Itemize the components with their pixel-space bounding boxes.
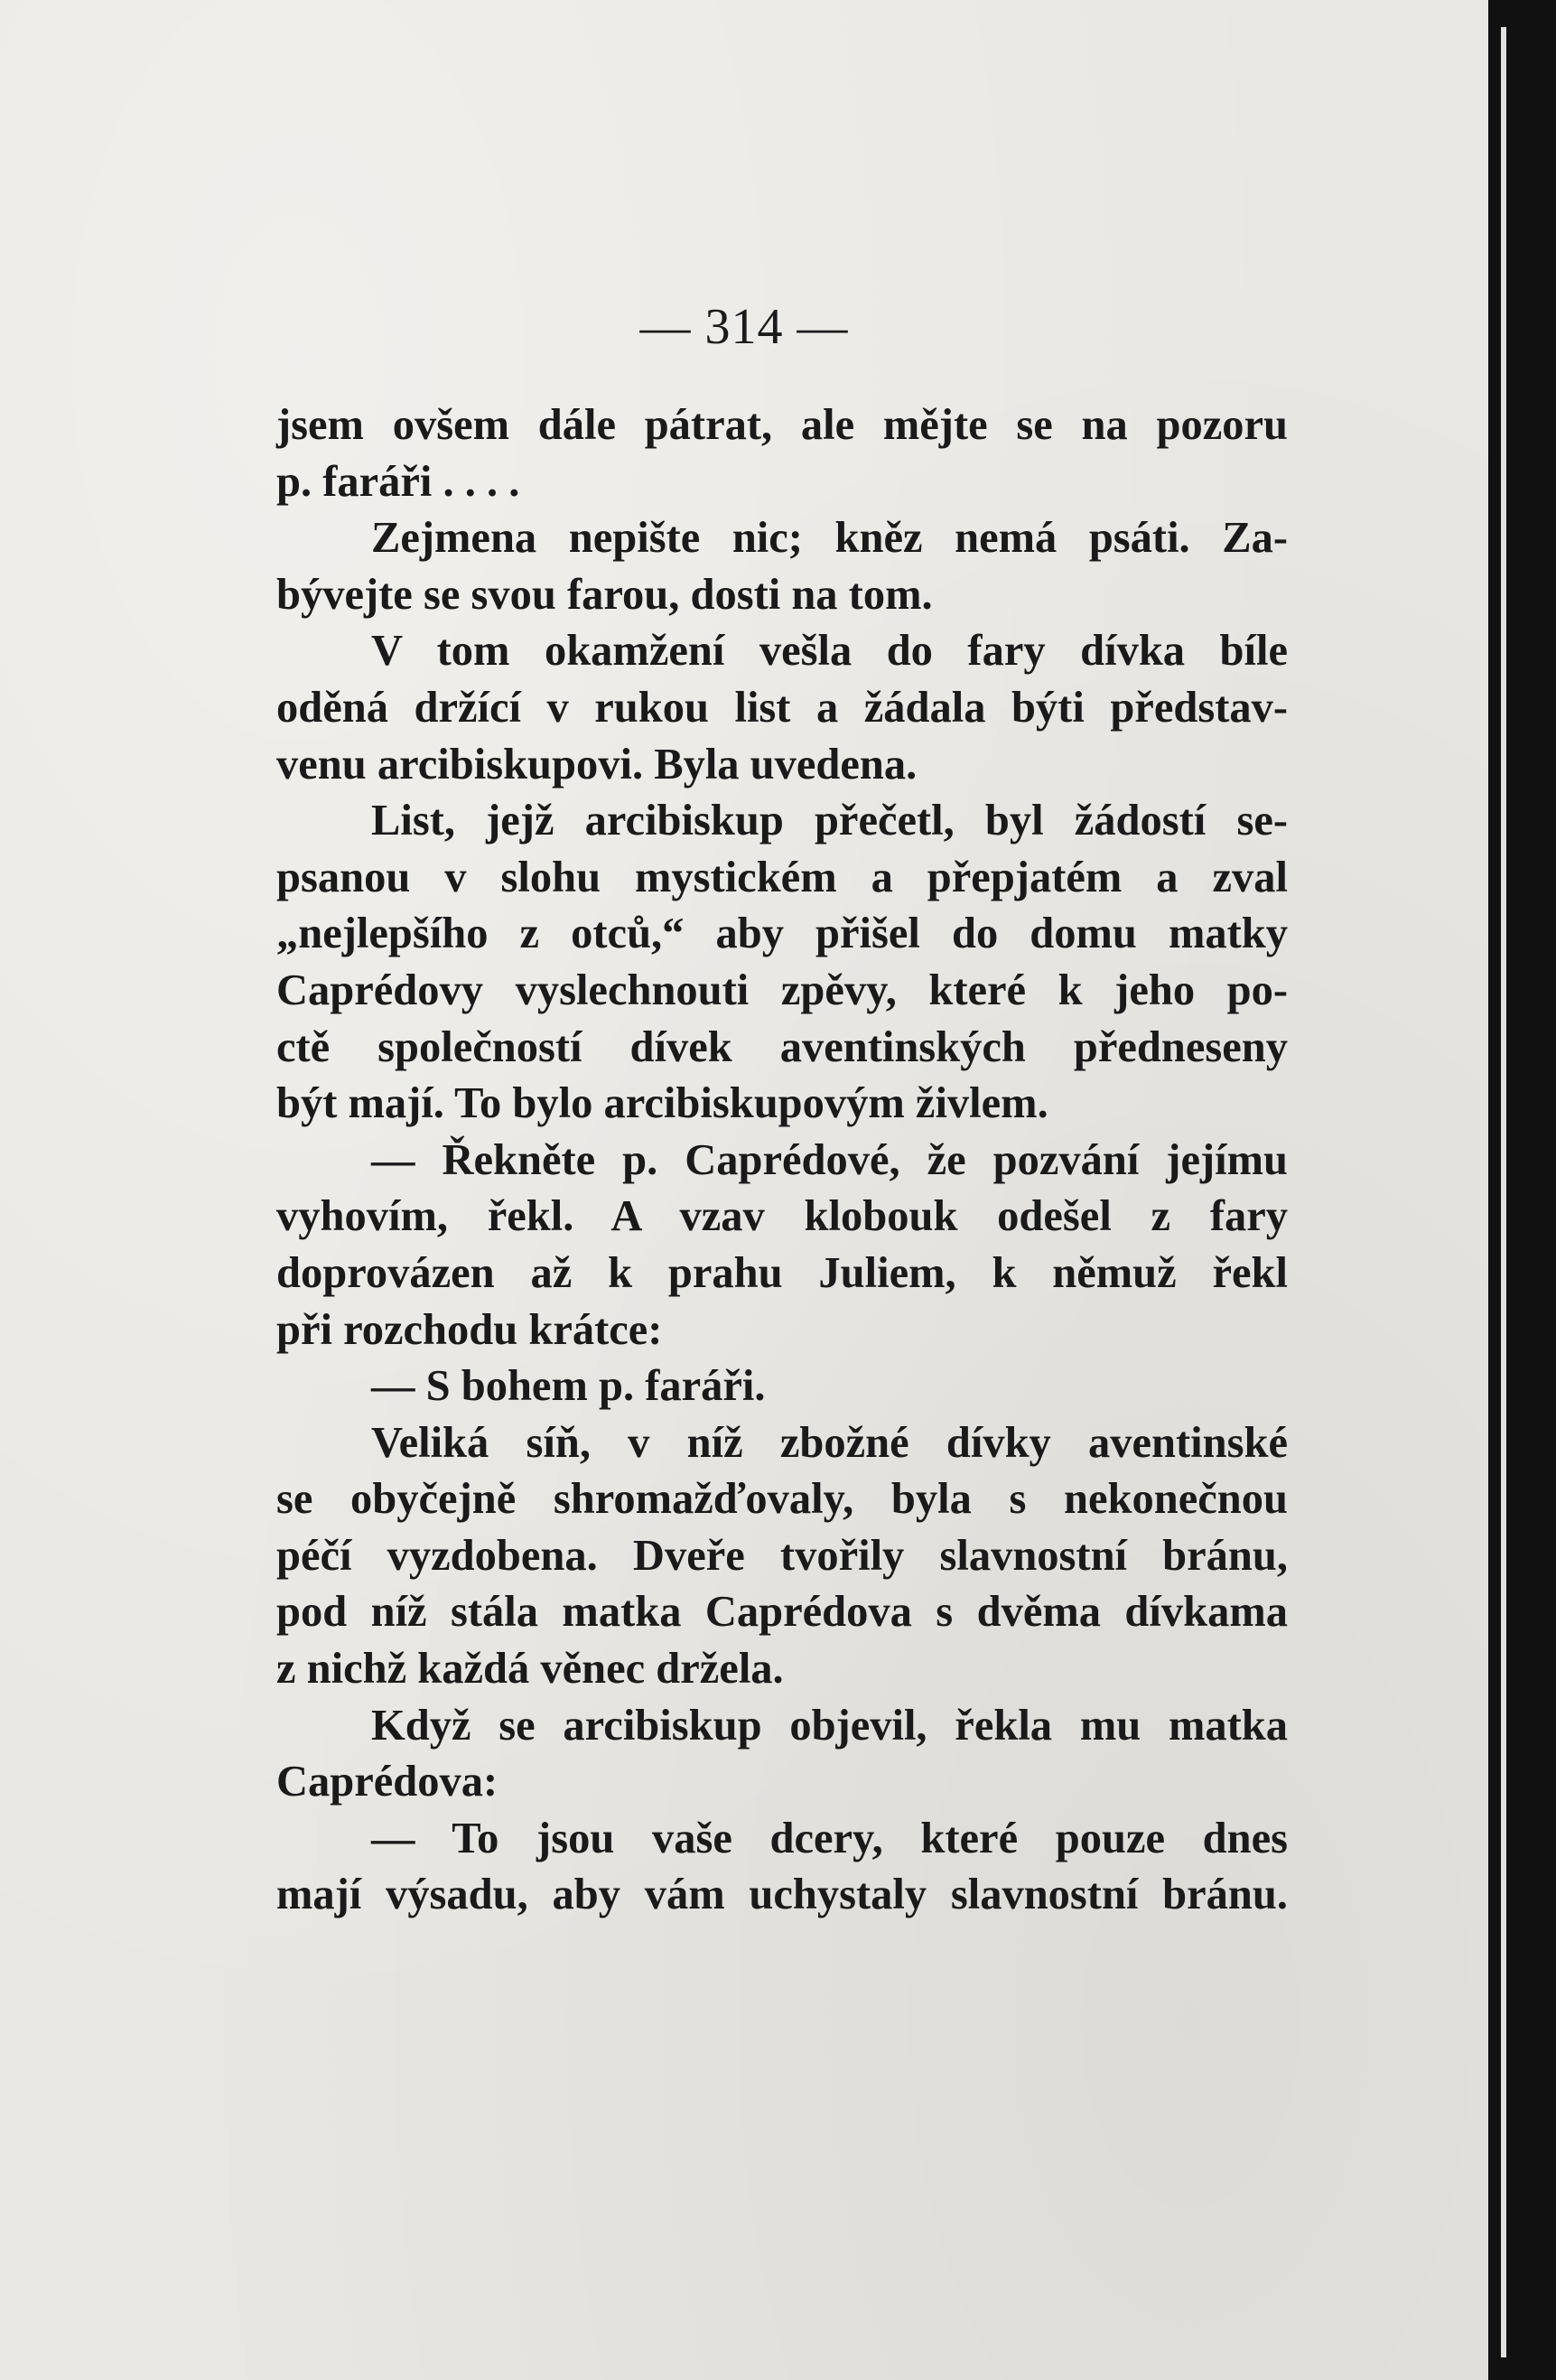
text-line: doprovázen až k prahu Juliem, k němuž řekl — [276, 1248, 1288, 1297]
text-line: Caprédovy vyslechnouti zpěvy, které k jeho po- — [276, 966, 1288, 1014]
text-line: — To jsou vaše dcery, které pouze dnes — [371, 1814, 1288, 1862]
scan-edge — [1488, 0, 1556, 2380]
text-line: Caprédova: — [276, 1758, 498, 1806]
text-line: Zejmena nepište nic; kněz nemá psáti. Za- — [371, 514, 1288, 563]
text-line: venu arcibiskupovi. Byla uvedena. — [276, 740, 918, 789]
text-line: při rozchodu krátce: — [276, 1305, 663, 1354]
text-line: Veliká síň, v níž zbožné dívky aventinské — [371, 1418, 1288, 1467]
text-line: p. faráři . . . . — [276, 457, 520, 506]
text-line: — Řekněte p. Caprédové, že pozvání jejímu — [371, 1135, 1288, 1184]
text-line: z nichž každá věnec držela. — [276, 1645, 784, 1694]
text-line: pod níž stála matka Caprédova s dvěma dívkama — [276, 1588, 1288, 1637]
text-line: ctě společností dívek aventinských předneseny — [276, 1022, 1288, 1071]
text-line: V tom okamžení vešla do fary dívka bíle — [371, 627, 1288, 676]
body-text — [276, 397, 1288, 1924]
text-line: psanou v slohu mystickém a přepjatém a zval — [276, 853, 1288, 901]
text-line: péčí vyzdobena. Dveře tvořily slavnostní bránu, — [276, 1531, 1288, 1580]
text-line: — S bohem p. faráři. — [371, 1362, 766, 1411]
text-line: Když se arcibiskup objevil, řekla mu matka — [371, 1701, 1288, 1750]
text-line: vyhovím, řekl. A vzav klobouk odešel z fary — [276, 1192, 1288, 1241]
text-line: „nejlepšího z otců,“ aby přišel do domu matky — [276, 910, 1288, 958]
text-line: mají výsadu, aby vám uchystaly slavnostní bránu. — [276, 1871, 1288, 1919]
text-line: oděná držící v rukou list a žádala býti představ- — [276, 683, 1288, 732]
text-line: jsem ovšem dále pátrat, ale mějte se na pozoru — [276, 401, 1288, 449]
page-number: — 314 — — [639, 299, 849, 355]
text-line: být mají. To bylo arcibiskupovým živlem. — [276, 1079, 1048, 1128]
text-line: List, jejž arcibiskup přečetl, byl žádostí se- — [371, 797, 1288, 845]
next-page-edge — [1501, 27, 1506, 2357]
text-line: bývejte se svou farou, dosti na tom. — [276, 570, 933, 619]
text-line: se obyčejně shromažďovaly, byla s nekonečnou — [276, 1475, 1288, 1524]
